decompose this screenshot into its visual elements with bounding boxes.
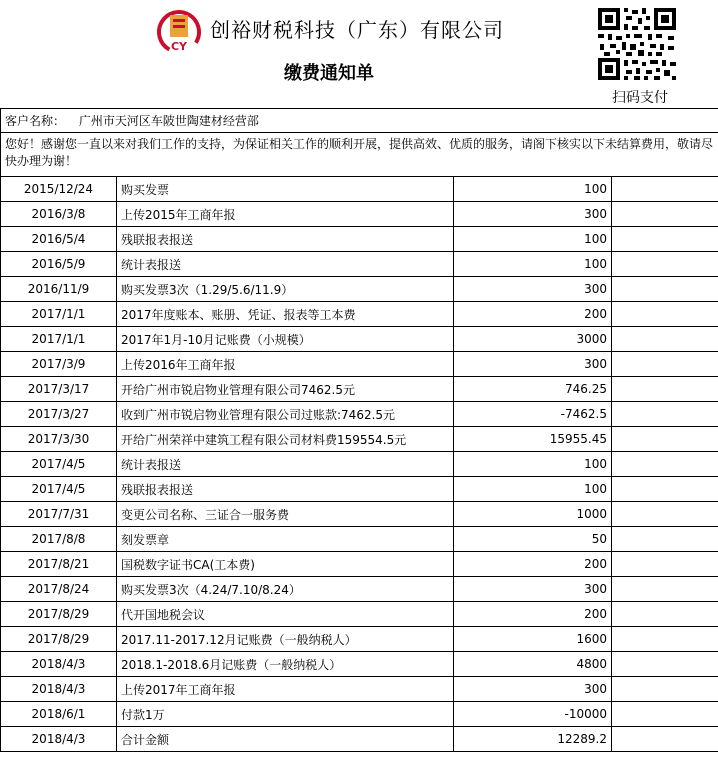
amount-cell: 15955.45 <box>454 427 612 452</box>
table-row <box>1 227 718 252</box>
blank-cell <box>612 627 718 652</box>
amount-cell: 100 <box>454 477 612 502</box>
item-cell: 上传2015年工商年报 <box>117 202 454 227</box>
item-cell: 购买发票 <box>117 177 454 202</box>
table-row <box>1 327 718 352</box>
table-row <box>1 377 718 402</box>
blank-cell <box>612 327 718 352</box>
item-cell: 收到广州市锐启物业管理有限公司过账款:7462.5元 <box>117 402 454 427</box>
table-row <box>1 627 718 652</box>
amount-cell: 746.25 <box>454 377 612 402</box>
table-row <box>1 552 718 577</box>
blank-cell <box>612 702 718 727</box>
table-row <box>1 177 718 202</box>
greeting-text: 您好！感谢您一直以来对我们工作的支持，为保证相关工作的顺利开展，提供高效、优质的服务，请阁下核实以下未结算费用，敬请尽快办理为谢！ <box>1 133 718 177</box>
item-cell: 变更公司名称、三证合一服务费 <box>117 502 454 527</box>
date-cell: 2017/1/1 <box>1 327 117 352</box>
table-row <box>1 252 718 277</box>
date-cell: 2016/5/4 <box>1 227 117 252</box>
blank-cell <box>612 527 718 552</box>
item-cell: 2017年1月-10月记账费（小规模） <box>117 327 454 352</box>
blank-cell <box>612 277 718 302</box>
date-cell: 2018/4/3 <box>1 677 117 702</box>
date-cell: 2018/6/1 <box>1 702 117 727</box>
item-cell: 刻发票章 <box>117 527 454 552</box>
table-row <box>1 652 718 677</box>
amount-cell: 12289.2 <box>454 727 612 752</box>
amount-cell: -7462.5 <box>454 402 612 427</box>
date-cell: 2017/8/21 <box>1 552 117 577</box>
date-cell: 2017/3/17 <box>1 377 117 402</box>
item-cell: 统计表报送 <box>117 452 454 477</box>
table-row <box>1 702 718 727</box>
company-logo-icon <box>156 9 202 55</box>
date-cell: 2017/7/31 <box>1 502 117 527</box>
blank-cell <box>612 677 718 702</box>
blank-cell <box>612 452 718 477</box>
blank-cell <box>612 602 718 627</box>
item-cell: 国税数字证书CA(工本费) <box>117 552 454 577</box>
table-row <box>1 277 718 302</box>
amount-cell: 100 <box>454 177 612 202</box>
table-row <box>1 352 718 377</box>
item-cell: 付款1万 <box>117 702 454 727</box>
date-cell: 2017/8/24 <box>1 577 117 602</box>
item-cell: 2018.1-2018.6月记账费（一般纳税人） <box>117 652 454 677</box>
date-cell: 2017/3/9 <box>1 352 117 377</box>
date-cell: 2018/4/3 <box>1 727 117 752</box>
table-row <box>1 402 718 427</box>
table-row <box>1 677 718 702</box>
item-cell: 残联报表报送 <box>117 227 454 252</box>
date-cell: 2017/8/29 <box>1 627 117 652</box>
table-row <box>1 302 718 327</box>
date-cell: 2018/4/3 <box>1 652 117 677</box>
company-name: 创裕财税科技（广东）有限公司 <box>210 18 504 42</box>
qr-code-icon[interactable] <box>596 6 678 82</box>
amount-cell: 300 <box>454 202 612 227</box>
blank-cell <box>612 352 718 377</box>
date-cell: 2016/3/8 <box>1 202 117 227</box>
date-cell: 2016/5/9 <box>1 252 117 277</box>
table-row <box>1 727 718 752</box>
table-row <box>1 577 718 602</box>
blank-cell <box>612 402 718 427</box>
amount-cell: 100 <box>454 227 612 252</box>
amount-cell: 100 <box>454 452 612 477</box>
table-row <box>1 502 718 527</box>
logo-text: CY <box>170 40 188 53</box>
item-cell: 开给广州市锐启物业管理有限公司7462.5元 <box>117 377 454 402</box>
item-cell: 上传2017年工商年报 <box>117 677 454 702</box>
blank-cell <box>612 377 718 402</box>
amount-cell: 300 <box>454 677 612 702</box>
item-cell: 购买发票3次（4.24/7.10/8.24） <box>117 577 454 602</box>
blank-cell <box>612 502 718 527</box>
amount-cell: 300 <box>454 577 612 602</box>
table-row <box>1 202 718 227</box>
document-header <box>0 0 718 108</box>
item-cell: 统计表报送 <box>117 252 454 277</box>
fee-table <box>0 108 718 752</box>
date-cell: 2017/3/27 <box>1 402 117 427</box>
amount-cell: 3000 <box>454 327 612 352</box>
customer-name: 广州市天河区车陂世陶建材经营部 <box>78 114 259 128</box>
blank-cell <box>612 477 718 502</box>
item-cell: 2017年度账本、账册、凭证、报表等工本费 <box>117 302 454 327</box>
date-cell: 2017/8/8 <box>1 527 117 552</box>
item-cell: 购买发票3次（1.29/5.6/11.9） <box>117 277 454 302</box>
date-cell: 2017/4/5 <box>1 452 117 477</box>
item-cell: 代开国地税会议 <box>117 602 454 627</box>
customer-cell <box>1 109 718 133</box>
blank-cell <box>612 552 718 577</box>
date-cell: 2017/4/5 <box>1 477 117 502</box>
blank-cell <box>612 252 718 277</box>
table-row <box>1 602 718 627</box>
item-cell: 残联报表报送 <box>117 477 454 502</box>
item-cell: 2017.11-2017.12月记账费（一般纳税人） <box>117 627 454 652</box>
greeting-row <box>1 133 718 177</box>
date-cell: 2017/1/1 <box>1 302 117 327</box>
table-row <box>1 427 718 452</box>
table-row <box>1 452 718 477</box>
date-cell: 2017/3/30 <box>1 427 117 452</box>
blank-cell <box>612 177 718 202</box>
date-cell: 2017/8/29 <box>1 602 117 627</box>
amount-cell: 200 <box>454 602 612 627</box>
amount-cell: 4800 <box>454 652 612 677</box>
amount-cell: 50 <box>454 527 612 552</box>
blank-cell <box>612 227 718 252</box>
date-cell: 2016/11/9 <box>1 277 117 302</box>
blank-cell <box>612 202 718 227</box>
customer-row <box>1 109 718 133</box>
date-cell: 2015/12/24 <box>1 177 117 202</box>
amount-cell: 100 <box>454 252 612 277</box>
blank-cell <box>612 302 718 327</box>
amount-cell: -10000 <box>454 702 612 727</box>
blank-cell <box>612 427 718 452</box>
amount-cell: 300 <box>454 277 612 302</box>
amount-cell: 200 <box>454 302 612 327</box>
qr-label: 扫码支付 <box>612 90 668 106</box>
customer-label: 客户名称： <box>5 114 66 128</box>
amount-cell: 300 <box>454 352 612 377</box>
blank-cell <box>612 577 718 602</box>
amount-cell: 1000 <box>454 502 612 527</box>
item-cell: 上传2016年工商年报 <box>117 352 454 377</box>
table-row <box>1 477 718 502</box>
amount-cell: 1600 <box>454 627 612 652</box>
blank-cell <box>612 727 718 752</box>
item-cell: 开给广州荣祥中建筑工程有限公司材料费159554.5元 <box>117 427 454 452</box>
table-row <box>1 527 718 552</box>
amount-cell: 200 <box>454 552 612 577</box>
page-title: 缴费通知单 <box>284 63 374 84</box>
item-cell: 合计金额 <box>117 727 454 752</box>
blank-cell <box>612 652 718 677</box>
